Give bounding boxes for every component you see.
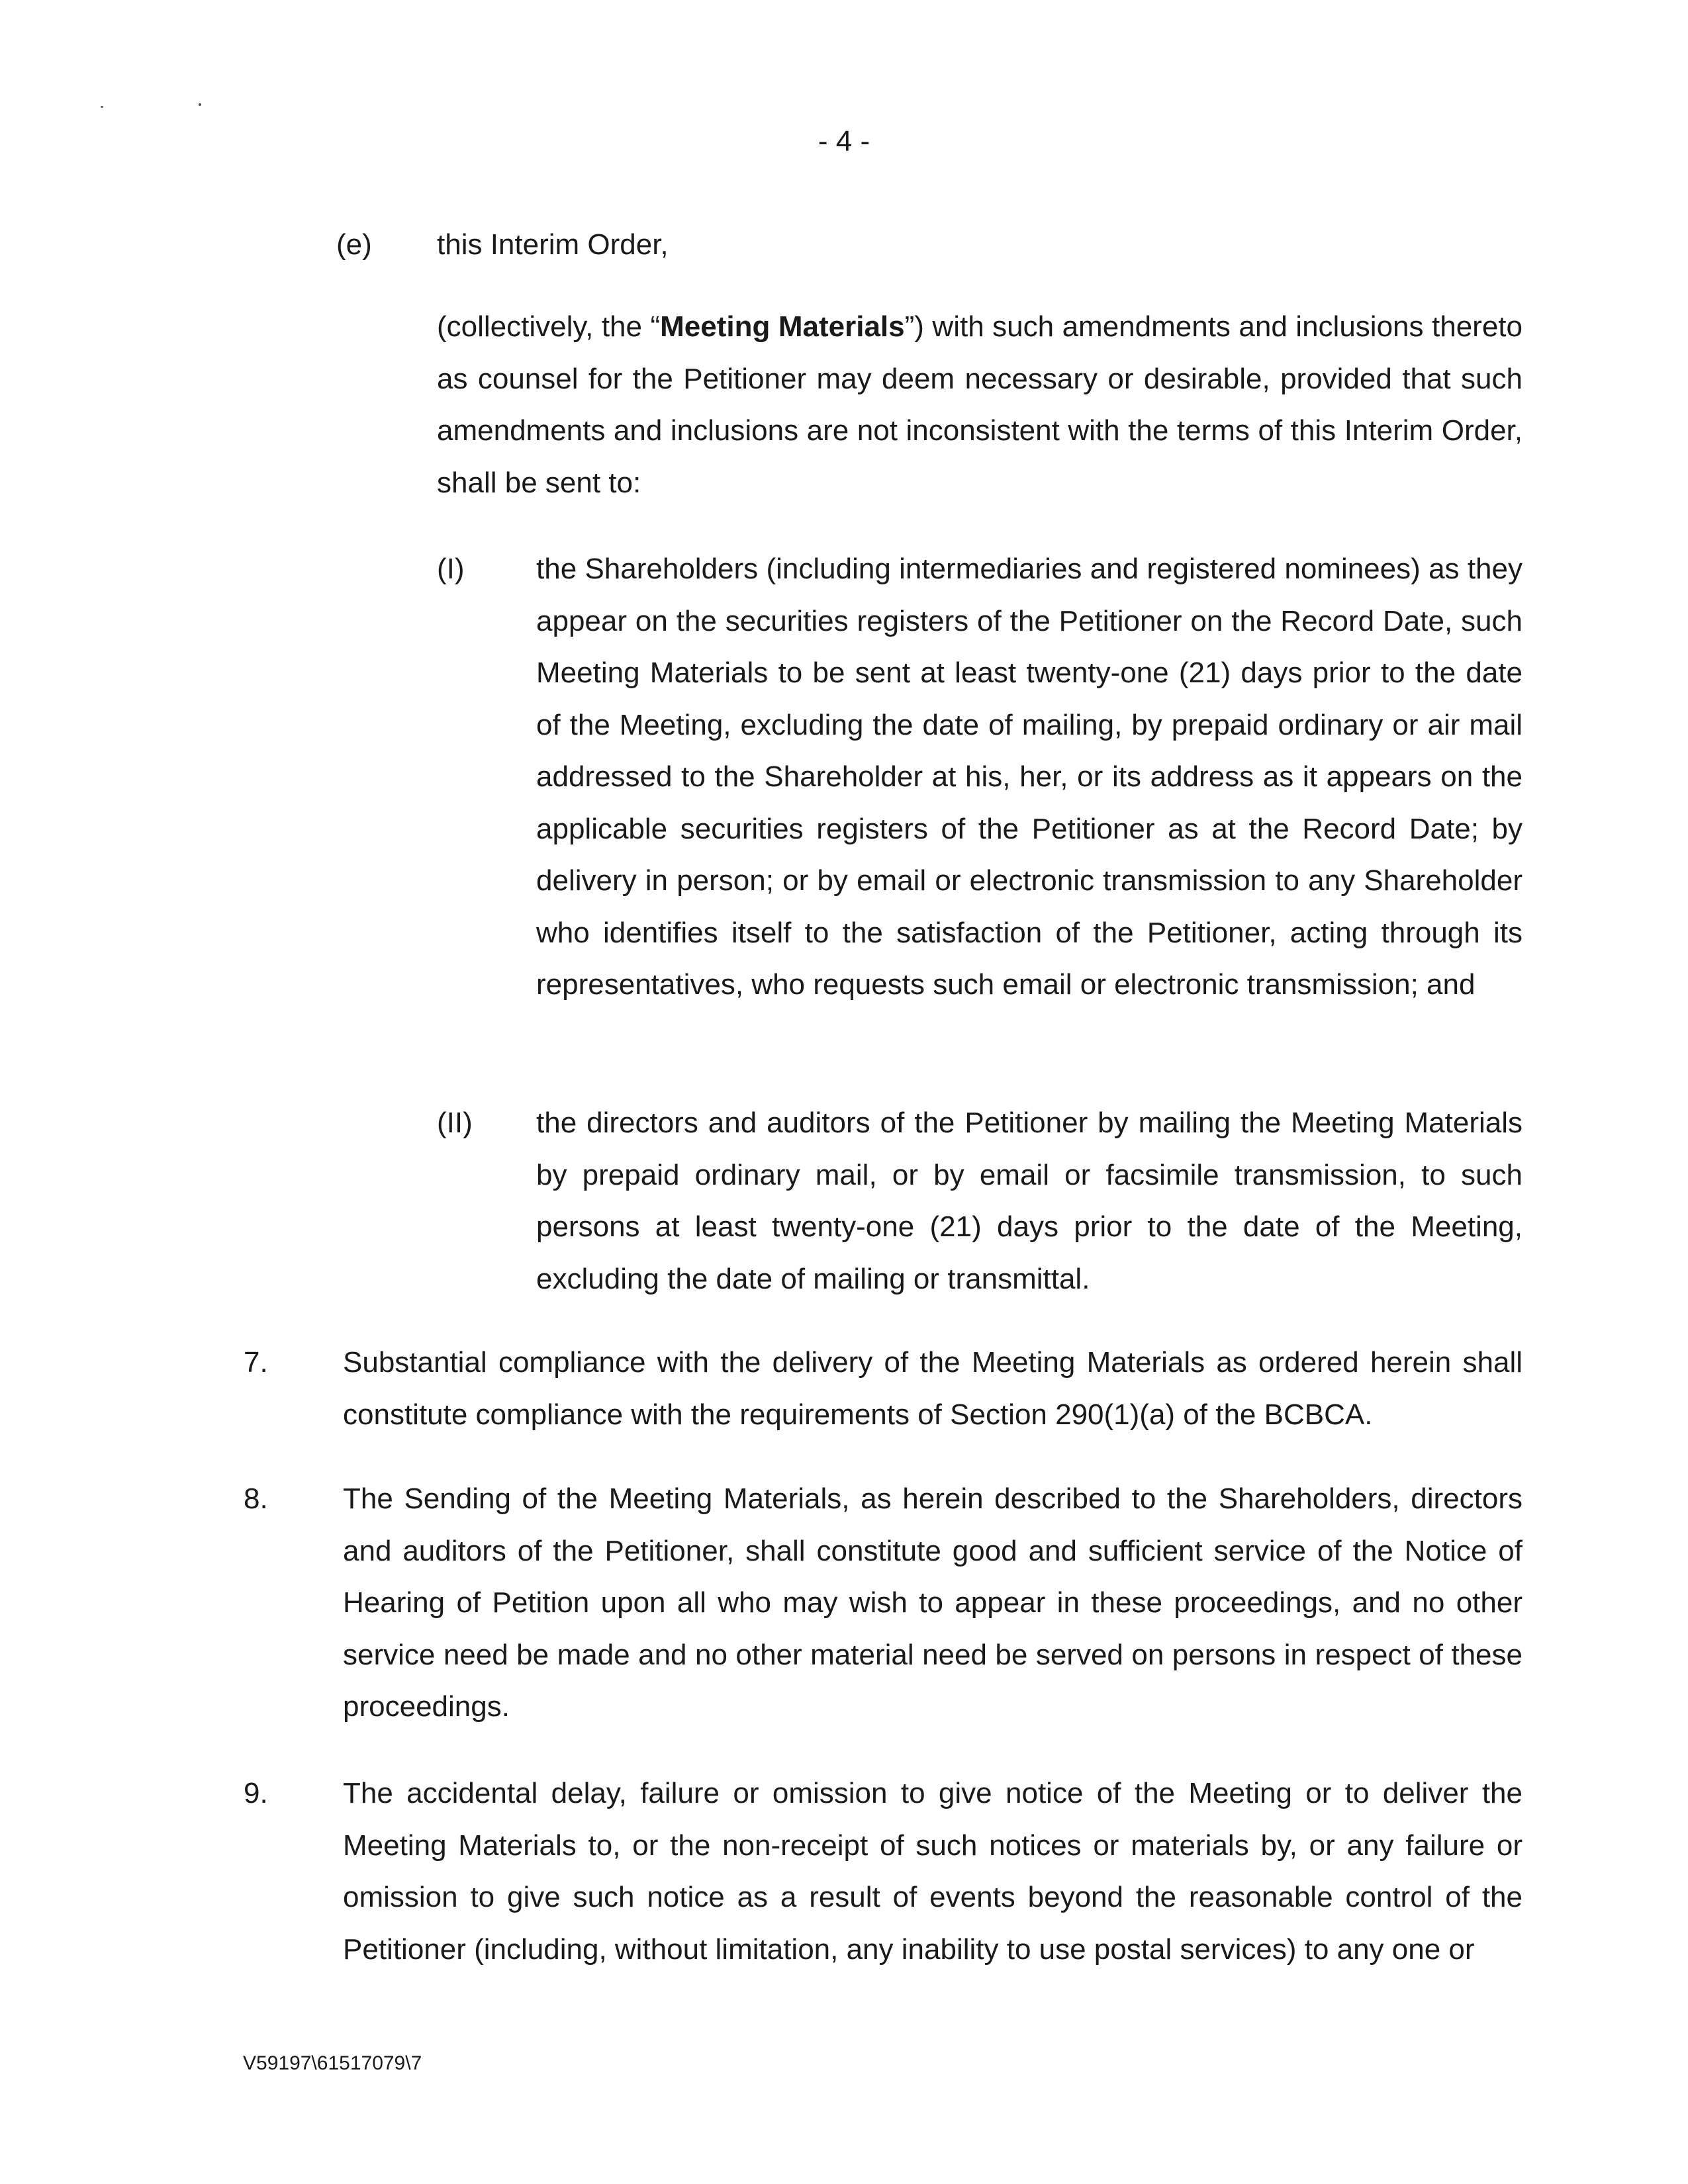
definition-suffix: ”) with such amendments and inclusions thereto as counsel for the Petitioner may deem necessary or desirable, provided that such amendments and inclusions are not inconsistent with the terms of this Interim Order, shall be sent to: [437, 310, 1523, 499]
paragraph-text: The Sending of the Meeting Materials, as herein described to the Shareholders, directors and auditors of the Petitioner, shall constitute good and sufficient service of the Notice of Hearing of Petition upon all who may wish to appear in these proceedings, and no other service need be made and no other material need be served on persons in respect of these proceedings. [343, 1482, 1523, 1723]
paragraph-number: 9. [244, 1777, 268, 1809]
paragraph-number: 8. [244, 1482, 268, 1515]
page-number: - 4 - [818, 125, 870, 158]
item-e-label: (e) [336, 228, 372, 261]
sub-item-label: (I) [437, 553, 465, 585]
definition-prefix: (collectively, the “ [437, 310, 661, 343]
document-id: V59197\61517079\7 [243, 2052, 422, 2074]
defined-term: Meeting Materials [660, 310, 905, 343]
sub-item-label: (II) [437, 1107, 473, 1139]
sub-item-text: the Shareholders (including intermediaries and registered nominees) as they appear on the securities registers of the Petitioner on the Record Date, such Meeting Materials to be sent at least twenty-one (21) days prior to the date of the Meeting, excluding the date of mailing, by prepaid ordinary or air mail addressed to the Shareholder at his, her, or its address as it appears on the applicable securities registers of the Petitioner as at the Record Date; by delivery in person; or by email or electronic transmission to any Shareholder who identifies itself to the satisfaction of the Petitioner, acting through its representatives, who requests such email or electronic transmission; and [536, 553, 1523, 1001]
scan-speck [101, 106, 103, 108]
scan-speck [199, 103, 201, 106]
item-e-text: this Interim Order, [437, 228, 669, 261]
paragraph-text: Substantial compliance with the delivery of the Meeting Materials as ordered herein shall constitute compliance with the requirements of Section 290(1)(a) of the BCBCA. [343, 1346, 1523, 1431]
paragraph-number: 7. [244, 1346, 268, 1379]
sub-item-text: the directors and auditors of the Petitioner by mailing the Meeting Materials by prepaid ordinary mail, or by email or facsimile transmission, to such persons at least twenty-one (21) days prior to the date of the Meeting, excluding the date of mailing or transmittal. [536, 1107, 1523, 1295]
meeting-materials-definition [437, 301, 1523, 509]
paragraph-text: The accidental delay, failure or omission to give notice of the Meeting or to deliver the Meeting Materials to, or the non-receipt of such notices or materials by, or any failure or omission to give such notice as a result of events beyond the reasonable control of the Petitioner (including, without limitation, any inability to use postal services) to any one or [343, 1777, 1523, 1966]
